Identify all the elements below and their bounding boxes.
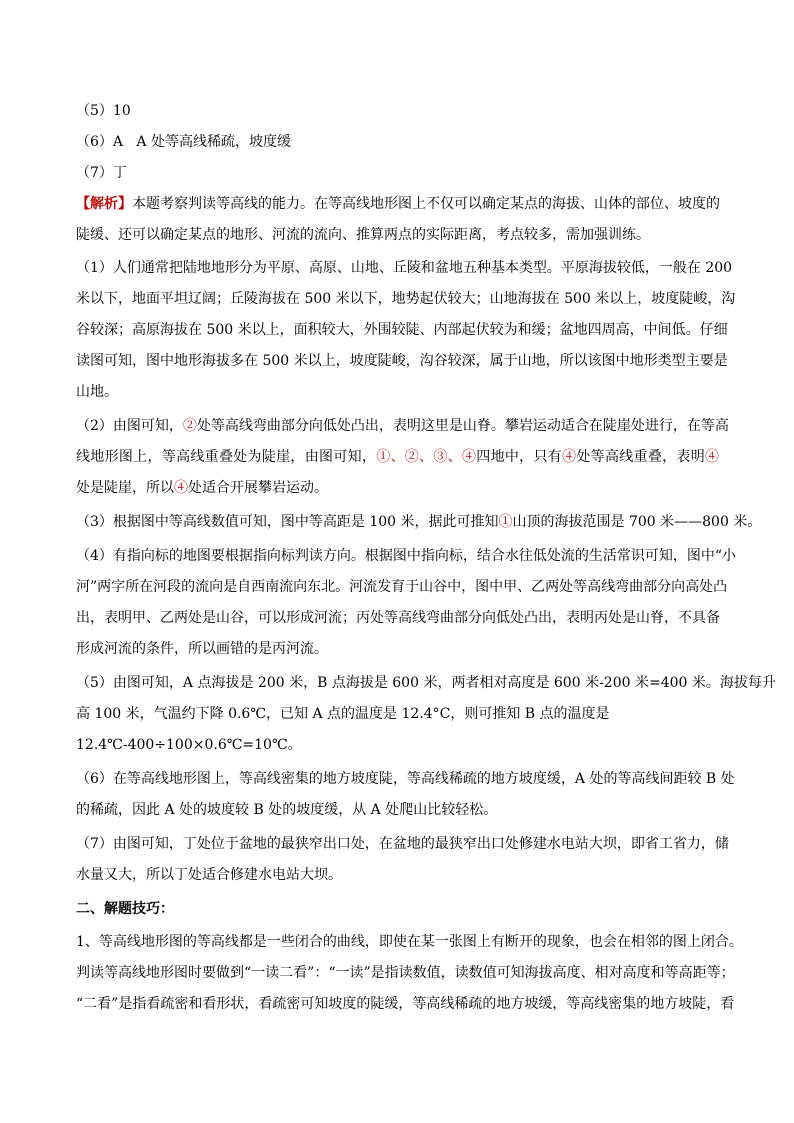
- analysis-p5-line-2: 高 100 米，气温约下降 0.6℃，已知 A 点的温度是 12.4°C，则可推知 B 点的温度是: [76, 706, 610, 722]
- analysis-intro-line-1: 【解析】本题考察判读等高线的能力。在等高线地形图上不仅可以确定某点的海拔、山体的部位、坡度的: [76, 196, 720, 212]
- marker-2: ②: [182, 418, 197, 434]
- analysis-p2-line-2: 线地形图上，等高线重叠处为陡崖，由图可知，①、②、③、④四地中，只有④处等高线重叠，表明④: [76, 449, 720, 465]
- analysis-p3-line-1: （3）根据图中等高线数值可知，图中等高距是 100 米，据此可推知①山顶的海拔范围是 700 米——800 米。: [76, 514, 762, 530]
- analysis-p4-line-2: 河”两字所在河段的流向是自西南流向东北。河流发育于山谷中，图中甲、乙两处等高线弯曲部分向高处凸: [76, 579, 728, 595]
- analysis-p6-line-2: 的稀疏，因此 A 处的坡度较 B 处的坡度缓，从 A 处爬山比较轻松。: [76, 802, 498, 818]
- analysis-p2-line-3: 处是陡崖，所以④处适合开展攀岩运动。: [76, 480, 328, 496]
- answer-6: [76, 132, 291, 152]
- analysis-p7-line-2: 水量又大，所以丁处适合修建水电站大坝。: [76, 867, 342, 883]
- marker-1-2-3-4: ①、②、③、④: [376, 449, 477, 465]
- section-heading: 二、解题技巧：: [76, 901, 174, 917]
- tips-line-2: 判读等高线地形图时要做到“一读二看”：“一读”是指读数值，读数值可知海拔高度、相对高度和等高距等；: [76, 965, 735, 981]
- analysis-p1-line-2: 米以下，地面平坦辽阔；丘陵海拔在 500 米以下，地势起伏较大；山地海拔在 500 米以上，坡度陡峻，沟: [76, 291, 736, 307]
- analysis-p2-line-1: （2）由图可知，②处等高线弯曲部分向低处凸出，表明这里是山脊。攀岩运动适合在陡崖处进行，在等高: [76, 418, 729, 434]
- answer-5: （5）10: [76, 103, 131, 119]
- tips-line-3: “二看”是指看疏密和看形状，看疏密可知坡度的陡缓，等高线稀疏的地方坡缓，等高线密集的地方坡陡，看: [76, 996, 735, 1012]
- analysis-p5-line-3: 12.4℃-400÷100×0.6℃=10℃。: [76, 737, 302, 753]
- marker-1: ①: [498, 514, 513, 530]
- analysis-p1-line-4: 读图可知，图中地形海拔多在 500 米以上，坡度陡峻，沟谷较深，属于山地，所以该图中地形类型主要是: [76, 353, 728, 369]
- answer-7-label: （7）: [76, 165, 113, 181]
- analysis-p1-line-3: 谷较深；高原海拔在 500 米以上，面积较大，外围较陡、内部起伏较为和缓；盆地四周高，中间低。仔细: [76, 322, 728, 338]
- marker-4: ④: [562, 449, 577, 465]
- answer-6-text: A 处等高线稀疏，坡度缓: [136, 134, 291, 150]
- analysis-p4-line-4: 形成河流的条件，所以画错的是丙河流。: [76, 641, 328, 657]
- answer-7: [76, 163, 127, 183]
- analysis-p7-line-1: （7）由图可知，丁处位于盆地的最狭窄出口处，在盆地的最狭窄出口处修建水电站大坝，即省工省力，储: [76, 836, 729, 852]
- analysis-intro-line-2: 陡缓、还可以确定某点的地形、河流的流向、推算两点的实际距离，考点较多，需加强训练。: [76, 227, 650, 243]
- answer-6-label: （6）A: [76, 134, 124, 150]
- analysis-p1-line-5: 山地。: [76, 384, 118, 400]
- analysis-p5-line-1: （5）由图可知，A 点海拔是 200 米，B 点海拔是 600 米，两者相对高度是 600 米-200 米=400 米。海拔每升: [76, 675, 776, 691]
- answer-7-value: 丁: [112, 165, 127, 181]
- analysis-p4-line-3: 出，表明甲、乙两处是山谷，可以形成河流；丙处等高线弯曲部分向低处凸出，表明丙处是山脊，不具备: [76, 610, 720, 626]
- marker-4: ④: [705, 449, 720, 465]
- analysis-p1-line-1: （1）人们通常把陆地地形分为平原、高原、山地、丘陵和盆地五种基本类型。平原海拔较低，一般在 200: [76, 260, 733, 276]
- tips-line-1: 1、等高线地形图的等高线都是一些闭合的曲线，即使在某一张图上有断开的现象，也会在相邻的图上闭合。: [76, 934, 743, 950]
- analysis-tag: 【解析】: [76, 196, 132, 212]
- marker-4: ④: [174, 480, 188, 496]
- analysis-p4-line-1: （4）有指向标的地图要根据指向标判读方向。根据图中指向标，结合水往低处流的生活常识可知，图中“小: [76, 548, 737, 564]
- analysis-p6-line-1: （6）在等高线地形图上，等高线密集的地方坡度陡，等高线稀疏的地方坡度缓，A 处的等高线间距较 B 处: [76, 771, 735, 787]
